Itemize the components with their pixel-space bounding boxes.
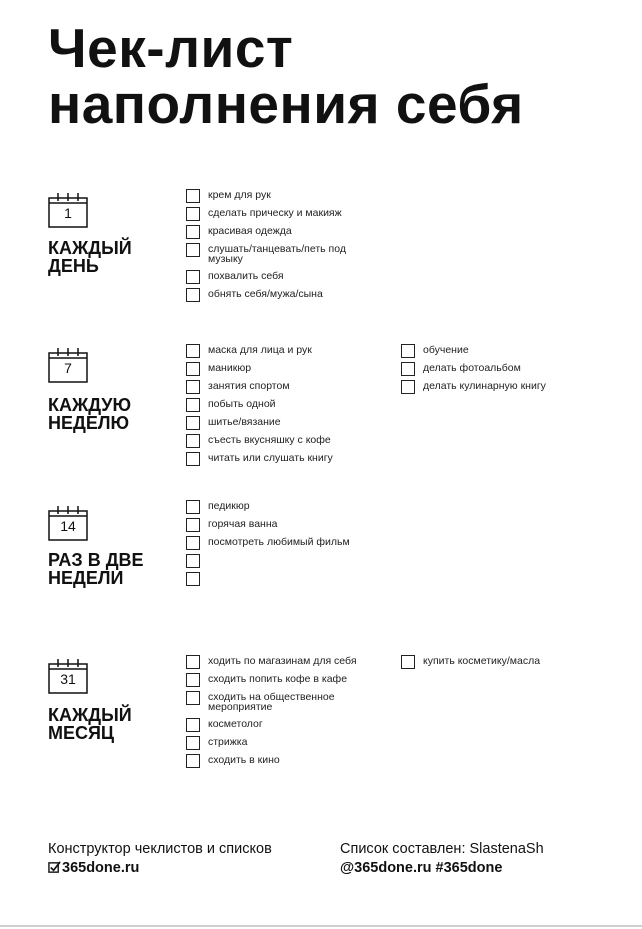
- checkbox[interactable]: [186, 362, 200, 376]
- checklist-item[interactable]: [186, 753, 386, 771]
- checkbox-check-icon: [48, 861, 61, 874]
- checklist-item[interactable]: [186, 553, 386, 571]
- checklist-item[interactable]: [186, 672, 386, 690]
- checklist-item[interactable]: [186, 535, 386, 553]
- checklist-column-2: [401, 654, 621, 672]
- footer-site-link[interactable]: 365done.ru: [62, 860, 140, 876]
- calendar-icon: [48, 347, 88, 383]
- checklist-item[interactable]: [186, 361, 386, 379]
- calendar-day-number: 31: [60, 671, 76, 687]
- checklist-item-label: сходить попить кофе в кафе: [208, 673, 348, 685]
- checklist-item[interactable]: [186, 188, 386, 206]
- checklist-item-label: маска для лица и рук: [208, 344, 312, 356]
- checklist-item-label: косметолог: [208, 718, 263, 730]
- checklist-item[interactable]: [186, 499, 386, 517]
- checklist-item-label: педикюр: [208, 500, 250, 512]
- footer-right-line-2[interactable]: @365done.ru #365done: [340, 860, 503, 876]
- checklist-item[interactable]: [186, 517, 386, 535]
- checklist-item-label: похвалить себя: [208, 270, 284, 282]
- checkbox[interactable]: [186, 673, 200, 687]
- checklist-item[interactable]: [186, 717, 386, 735]
- checklist-item-label: ходить по магазинам для себя: [208, 655, 357, 667]
- checklist-item-label: купить косметику/масла: [423, 655, 541, 667]
- section-label-line-2: ДЕНЬ: [48, 256, 99, 276]
- section-label-line-1: КАЖДЫЙ: [48, 238, 132, 258]
- checklist-item-label: обучение: [423, 344, 469, 356]
- checklist-item-label: крем для рук: [208, 189, 271, 201]
- checklist-item-label: посмотреть любимый фильм: [208, 536, 350, 548]
- checkbox[interactable]: [186, 380, 200, 394]
- footer-left-line-2[interactable]: [48, 858, 272, 878]
- section-label: [48, 396, 168, 432]
- checkbox[interactable]: [186, 452, 200, 466]
- calendar-icon: [48, 505, 88, 541]
- checkbox[interactable]: [186, 243, 200, 257]
- checkbox[interactable]: [186, 288, 200, 302]
- checklist-item[interactable]: [186, 269, 386, 287]
- checklist-item[interactable]: [186, 224, 386, 242]
- footer-right: [340, 840, 544, 878]
- checkbox[interactable]: [401, 344, 415, 358]
- checkbox[interactable]: [186, 398, 200, 412]
- checklist-item-label: обнять себя/мужа/сына: [208, 288, 323, 300]
- checkbox[interactable]: [401, 380, 415, 394]
- checkbox[interactable]: [186, 536, 200, 550]
- bottom-divider: [0, 925, 642, 927]
- checklist-item-label: горячая ванна: [208, 518, 278, 530]
- checkbox[interactable]: [186, 655, 200, 669]
- checklist-item-label: маникюр: [208, 362, 252, 374]
- checkbox[interactable]: [186, 554, 200, 568]
- section-label-line-2: НЕДЕЛЮ: [48, 413, 130, 433]
- checkbox[interactable]: [186, 754, 200, 768]
- checklist-item-label: делать кулинарную книгу: [423, 380, 546, 392]
- checklist-column-1: [186, 499, 386, 589]
- checklist-item-label: сделать прическу и макияж: [208, 207, 342, 219]
- checklist-item[interactable]: [186, 654, 386, 672]
- checklist-item[interactable]: [186, 206, 386, 224]
- footer-right-line-1: Список составлен: SlastenaSh: [340, 841, 544, 857]
- checkbox[interactable]: [186, 572, 200, 586]
- checklist-item[interactable]: [186, 242, 386, 269]
- checklist-item-label: сходить на общественное мероприятие: [208, 691, 335, 713]
- calendar-icon: [48, 192, 88, 228]
- checklist-item[interactable]: [186, 451, 386, 469]
- checkbox[interactable]: [186, 736, 200, 750]
- checkbox[interactable]: [401, 655, 415, 669]
- checklist-column-1: [186, 654, 386, 771]
- section-label: [48, 239, 168, 275]
- checklist-item-label: [208, 553, 386, 555]
- checklist-item-label: [208, 571, 386, 573]
- checklist-item[interactable]: [401, 654, 621, 672]
- calendar-icon: [48, 658, 88, 694]
- checklist-item[interactable]: [186, 735, 386, 753]
- checklist-item[interactable]: [401, 343, 621, 361]
- footer-left: [48, 840, 272, 878]
- checklist-item[interactable]: [186, 571, 386, 589]
- checklist-item-label: шитье/вязание: [208, 416, 281, 428]
- checklist-item-label: съесть вкусняшку с кофе: [208, 434, 331, 446]
- checklist-item[interactable]: [401, 379, 621, 397]
- calendar-day-number: 7: [64, 360, 72, 376]
- checklist-item-label: стрижка: [208, 736, 248, 748]
- checklist-item[interactable]: [186, 287, 386, 305]
- checkbox[interactable]: [186, 416, 200, 430]
- section-label-line-1: РАЗ В ДВЕ: [48, 550, 144, 570]
- checklist-item[interactable]: [186, 343, 386, 361]
- checklist-item-label: красивая одежда: [208, 225, 292, 237]
- checklist-column-1: [186, 188, 386, 305]
- section-label-line-1: КАЖДЫЙ: [48, 705, 132, 725]
- calendar-day-number: 1: [64, 205, 72, 221]
- checkbox[interactable]: [186, 718, 200, 732]
- checkbox[interactable]: [186, 207, 200, 221]
- checkbox[interactable]: [186, 344, 200, 358]
- checklist-column-1: [186, 343, 386, 469]
- checkbox[interactable]: [186, 434, 200, 448]
- section-label-line-2: МЕСЯЦ: [48, 723, 115, 743]
- checklist-item-label: занятия спортом: [208, 380, 290, 392]
- checklist-item[interactable]: [186, 415, 386, 433]
- checklist-item[interactable]: [401, 361, 621, 379]
- checkbox[interactable]: [186, 189, 200, 203]
- checkbox[interactable]: [186, 500, 200, 514]
- checkbox[interactable]: [186, 518, 200, 532]
- checklist-item-label: слушать/танцевать/петь под музыку: [208, 243, 346, 265]
- checklist-column-2: [401, 343, 621, 397]
- checklist-item[interactable]: [186, 397, 386, 415]
- section-label: [48, 706, 168, 742]
- checklist-item-label: делать фотоальбом: [423, 362, 521, 374]
- section-label-line-1: КАЖДУЮ: [48, 395, 132, 415]
- footer-left-line-1: Конструктор чеклистов и списков: [48, 841, 272, 857]
- checklist-item[interactable]: [186, 433, 386, 451]
- checklist-item[interactable]: [186, 690, 386, 717]
- section-label: [48, 551, 168, 587]
- checkbox[interactable]: [186, 691, 200, 705]
- calendar-day-number: 14: [60, 518, 76, 534]
- section-label-line-2: НЕДЕЛИ: [48, 568, 124, 588]
- checklist-item-label: сходить в кино: [208, 754, 280, 766]
- checklist-item-label: читать или слушать книгу: [208, 452, 333, 464]
- checkbox[interactable]: [401, 362, 415, 376]
- checklist-item[interactable]: [186, 379, 386, 397]
- title-line-2: наполнения себя: [48, 73, 524, 135]
- checkbox[interactable]: [186, 225, 200, 239]
- checklist-item-label: побыть одной: [208, 398, 276, 410]
- title-line-1: Чек-лист: [48, 17, 294, 79]
- checkbox[interactable]: [186, 270, 200, 284]
- page-title: [48, 17, 524, 135]
